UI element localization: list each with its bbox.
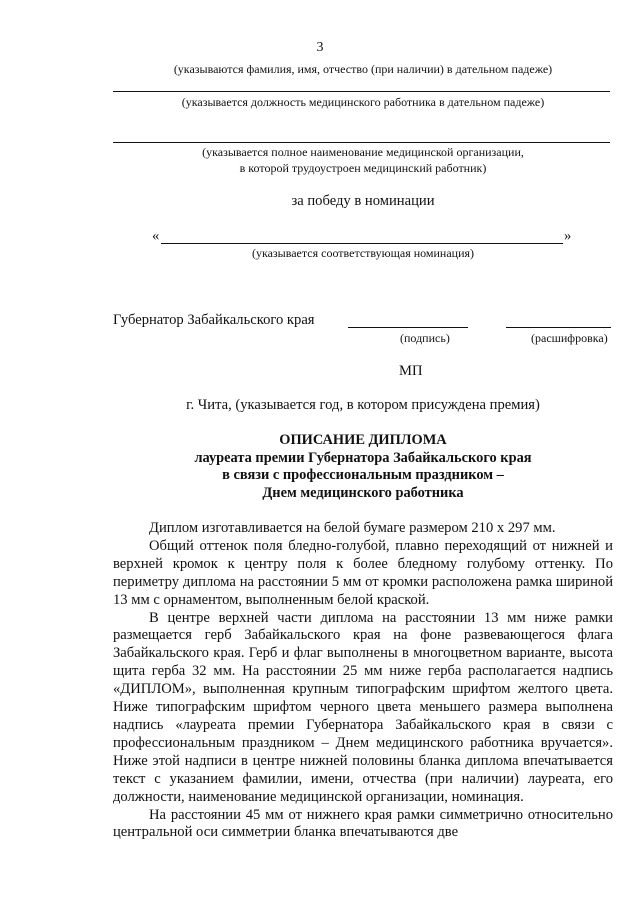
decode-label: (расшифровка)	[531, 331, 608, 345]
place-year: г. Чита, (указывается год, в котором присуждена премия)	[186, 397, 540, 413]
position-hint: (указывается должность медицинского работника в дательном падеже)	[181, 95, 545, 109]
signature-line	[348, 327, 468, 328]
description-title-line2: лауреата премии Губернатора Забайкальского края	[194, 449, 532, 466]
description-paragraph-1: Диплом изготавливается на белой бумаге размером 210 х 297 мм.	[149, 520, 556, 536]
description-body	[113, 520, 613, 842]
description-paragraph-3: В центре верхней части диплома на расстоянии 13 мм ниже рамки размещается герб Забайкальского края на фоне развевающегося флага Забайкальского края. Герб и флаг выполнены в многоцветном варианте, высота щита герба 32 мм. На расстоянии 25 мм ниже герба располагается надпись «ДИПЛОМ», выполненная крупным типографским шрифтом желтого цвета. Ниже типографским шрифтом черного цвета меньшего размера выполнена надпись «лауреата премии Губернатора Забайкальского края в связи с профессиональным праздником – Днем медицинского работника вручается». Ниже этой надписи в центре нижней половины бланка диплома впечатывается текст с указанием фамилии, имени, отчества (при наличии) лауреата, его должности, наименование медицинской организации, номинация.	[113, 609, 613, 805]
description-title-line4: Днем медицинского работника	[262, 484, 464, 501]
organization-line	[113, 142, 610, 143]
governor-title: Губернатор Забайкальского края	[113, 312, 315, 328]
organization-hint-line1: (указывается полное наименование медицинской организации,	[202, 145, 524, 159]
victory-text: за победу в номинации	[291, 193, 435, 209]
nomination-quote-close: »	[564, 228, 572, 244]
description-paragraph-4: На расстоянии 45 мм от нижнего края рамки симметрично относительно центральной оси симметрии бланка впечатываются две	[113, 806, 613, 841]
position-line	[113, 91, 610, 92]
nomination-quote-open: «	[152, 228, 160, 244]
fio-hint: (указываются фамилия, имя, отчество (при наличии) в дательном падеже)	[173, 62, 553, 76]
page-number: 3	[316, 40, 324, 55]
signature-label: (подпись)	[400, 331, 450, 345]
description-title	[113, 432, 613, 502]
organization-hint-line2: в которой трудоустроен медицинский работник)	[239, 161, 487, 175]
description-title-line1: ОПИСАНИЕ ДИПЛОМА	[279, 432, 447, 448]
stamp-mark: МП	[399, 363, 423, 379]
description-title-line3: в связи с профессиональным праздником –	[222, 467, 504, 484]
description-paragraph-2: Общий оттенок поля бледно-голубой, плавно переходящий от нижней и верхней кромок к центру поля к более бледному голубому оттенку. По периметру диплома на расстоянии 5 мм от кромки расположена рамка шириной 13 мм с орнаментом, выполненным белой краской.	[113, 537, 613, 608]
nomination-hint: (указывается соответствующая номинация)	[251, 246, 475, 260]
nomination-line	[161, 243, 563, 244]
decode-line	[506, 327, 611, 328]
